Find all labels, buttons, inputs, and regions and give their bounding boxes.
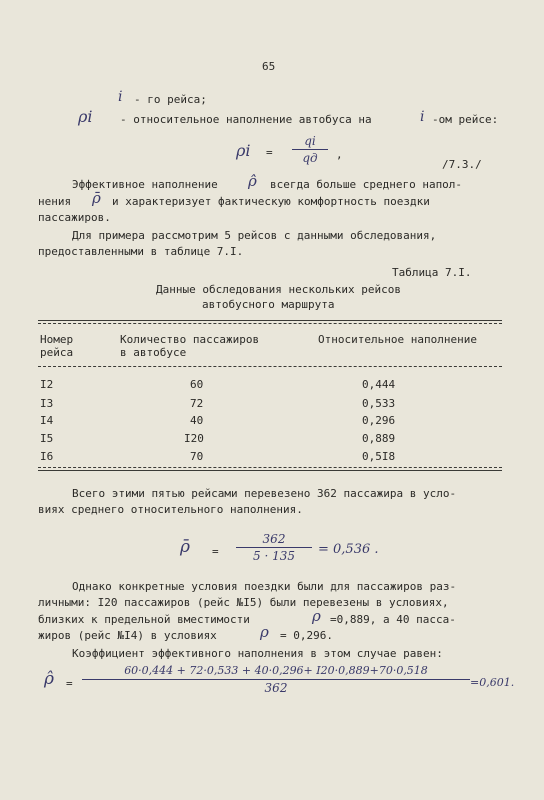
table-header-rule bbox=[38, 366, 502, 367]
para4-line1: Однако конкретные условия поездки были для пассажиров раз- bbox=[72, 580, 457, 593]
cell-trip: I3 bbox=[40, 397, 54, 410]
para4-line4a: жиров (рейс №I4) в условиях bbox=[38, 629, 217, 642]
para1-line3: пассажиров. bbox=[38, 211, 111, 224]
formula1-eq: = bbox=[266, 146, 273, 159]
cell-fill: 0,296 bbox=[362, 414, 396, 427]
formula3-eq: = bbox=[66, 677, 73, 690]
para3-line2: виях среднего относительного наполнения. bbox=[38, 503, 303, 516]
header-trip-1: Номер bbox=[40, 333, 74, 346]
def-line-2-tail: -ом рейсе: bbox=[432, 113, 499, 126]
page-number: 65 bbox=[262, 60, 276, 73]
formula1-numerator: qi bbox=[304, 134, 316, 148]
cell-count: 60 bbox=[190, 378, 204, 391]
symbol-rho-hat: ρ̂ bbox=[248, 172, 257, 190]
def-line-2: - относительное наполнение автобуса на bbox=[120, 113, 372, 126]
para2-line2: предоставленными в таблице 7.I. bbox=[38, 245, 244, 258]
symbol-rho-i: ρi bbox=[78, 107, 93, 126]
para4-line3b: =0,889, а 40 пасса- bbox=[330, 613, 456, 626]
cell-fill: 0,533 bbox=[362, 397, 396, 410]
formula1-fraction bbox=[292, 134, 328, 165]
formula2-denominator: 5 · 135 bbox=[253, 549, 295, 563]
cell-trip: I5 bbox=[40, 432, 54, 445]
header-count-1: Количество пассажиров bbox=[120, 333, 260, 346]
para2-line1: Для примера рассмотрим 5 рейсов с данными обследования, bbox=[72, 229, 437, 242]
header-fill: Относительное наполнение bbox=[318, 333, 477, 346]
cell-trip: I6 bbox=[40, 450, 54, 463]
symbol-i-2: i bbox=[420, 109, 425, 125]
cell-trip: I2 bbox=[40, 378, 54, 391]
symbol-rho-2: ρ bbox=[260, 623, 269, 641]
table-top-rule-2 bbox=[38, 323, 502, 324]
para1-line1a: Эффективное наполнение bbox=[72, 178, 218, 191]
formula1-comma: , bbox=[336, 148, 343, 161]
formula3-fraction bbox=[82, 664, 470, 695]
formula3-denominator: 362 bbox=[264, 681, 288, 695]
cell-fill: 0,444 bbox=[362, 378, 396, 391]
symbol-rho-1: ρ bbox=[312, 607, 321, 625]
formula3-rhs: =0,601. bbox=[470, 676, 515, 689]
para4-line2: личными: I20 пассажиров (рейс №I5) были перевезены в условиях, bbox=[38, 596, 449, 609]
para4-line3a: близких к предельной вместимости bbox=[38, 613, 250, 626]
para1-line2a: нения bbox=[38, 195, 72, 208]
header-trip-2: рейса bbox=[40, 346, 74, 359]
para1-line2b: и характеризует фактическую комфортность поездки bbox=[112, 195, 430, 208]
table-top-rule bbox=[38, 320, 502, 321]
formula3-lhs: ρ̂ bbox=[44, 669, 54, 689]
formula2-rhs: = 0,536 . bbox=[318, 542, 379, 557]
table-caption-1: Данные обследования нескольких рейсов bbox=[156, 283, 402, 296]
table-caption-2: автобусного маршрута bbox=[202, 298, 335, 311]
cell-count: I20 bbox=[184, 432, 204, 445]
cell-count: 40 bbox=[190, 414, 204, 427]
formula3-numerator: 60·0,444 + 72·0,533 + 40·0,296+ I20·0,889+70·0,518 bbox=[124, 664, 428, 677]
para4-line5: Коэффициент эффективного наполнения в этом случае равен: bbox=[72, 647, 443, 660]
formula2-fraction bbox=[236, 532, 312, 563]
table-bottom-rule-2 bbox=[38, 470, 502, 471]
symbol-i: i bbox=[118, 89, 123, 105]
symbol-rho-bar: ρ̄ bbox=[92, 189, 101, 207]
formula1-denominator: qд bbox=[302, 151, 318, 165]
formula2-eq: = bbox=[212, 545, 219, 558]
cell-count: 70 bbox=[190, 450, 204, 463]
formula2-lhs: ρ̄ bbox=[180, 537, 190, 557]
cell-count: 72 bbox=[190, 397, 204, 410]
cell-fill: 0,5I8 bbox=[362, 450, 396, 463]
para3-line1: Всего этими пятью рейсами перевезено 362 пассажира в усло- bbox=[72, 487, 457, 500]
table-bottom-rule bbox=[38, 467, 502, 468]
header-count-2: в автобусе bbox=[120, 346, 187, 359]
table-label: Таблица 7.I. bbox=[392, 266, 472, 279]
formula2-numerator: 362 bbox=[262, 532, 286, 546]
para1-line1b: всегда больше среднего напол- bbox=[270, 178, 463, 191]
def-line-1: - го рейса; bbox=[134, 93, 207, 106]
para4-line4b: = 0,296. bbox=[280, 629, 333, 642]
cell-trip: I4 bbox=[40, 414, 54, 427]
formula1-lhs: ρi bbox=[236, 141, 251, 160]
cell-fill: 0,889 bbox=[362, 432, 396, 445]
formula1-number: /7.3./ bbox=[442, 158, 482, 171]
